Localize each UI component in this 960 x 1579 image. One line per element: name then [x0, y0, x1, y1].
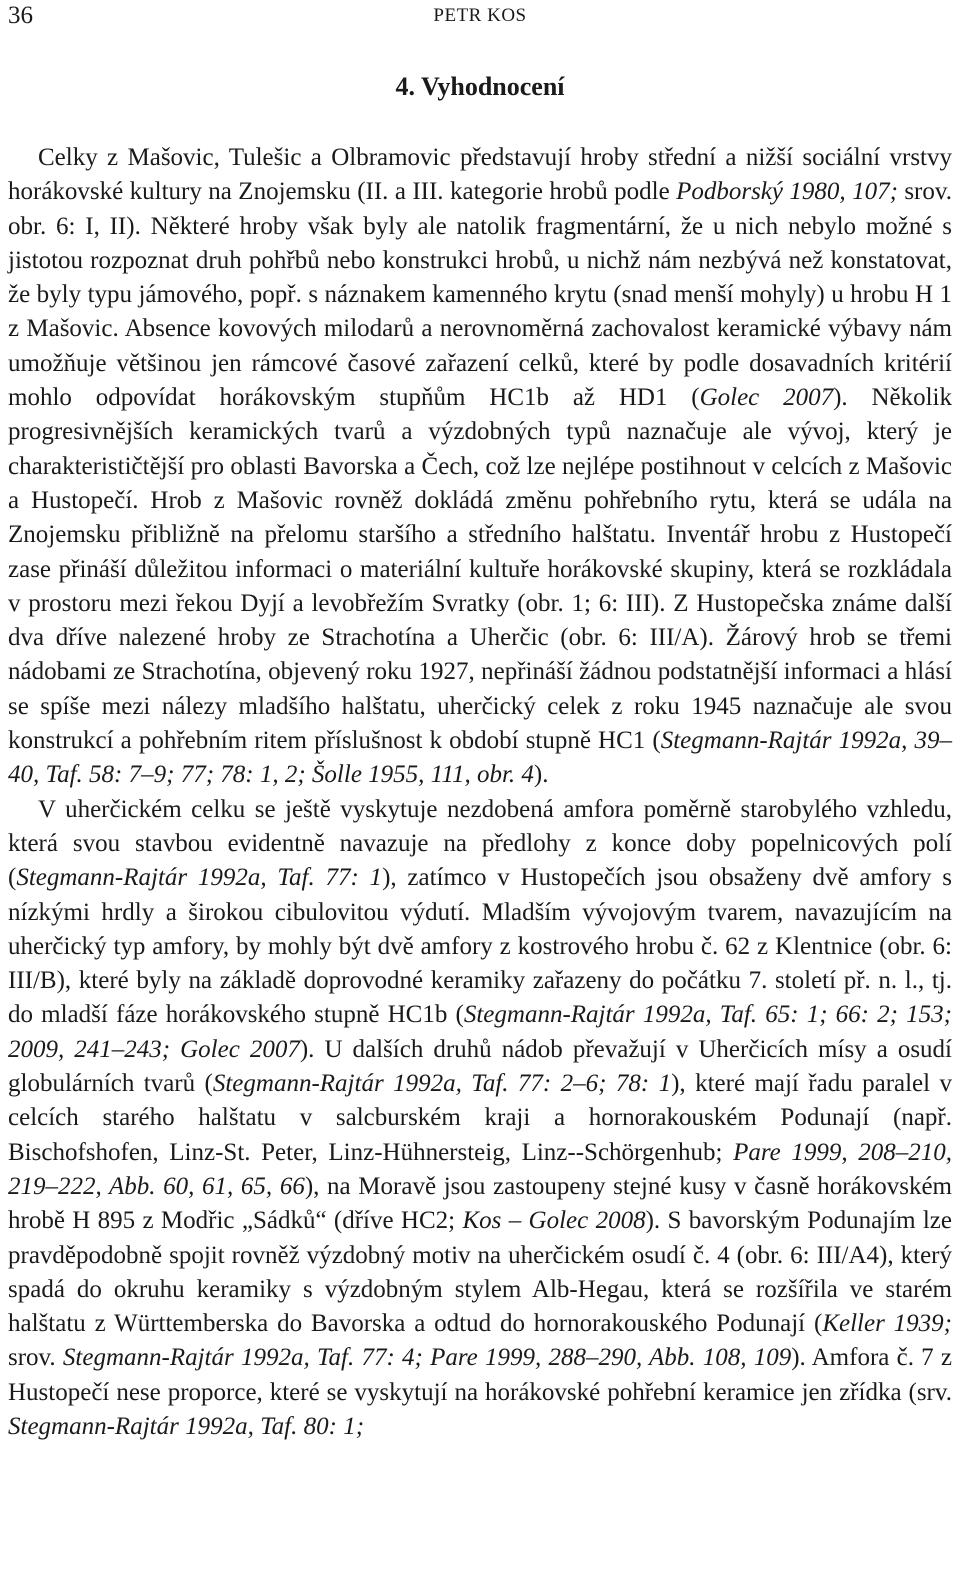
paragraph-text: ). S bavorským Podunajím lze pravděpodobně spojit rovněž výzdobný motiv na uherčickém osudí č. 4 (obr. 6: III/A4), který spadá do okruhu keramiky s výzdobným stylem Alb-Hegau, která se rozšířila ve starém halštatu z Württemberska do Bavorska a odtud do hornorakouského Podunají ( [8, 1207, 952, 1338]
paragraph-text: Celky z Mašovic, Tulešic a Olbramovic představují hroby střední a nižší sociální vrstvy horákovské kultury na Znojemsku (II. a III. kategorie hrobů podle [8, 144, 952, 206]
page-number: 36 [8, 2, 33, 29]
citation-text: Podborský 1980, 107; [676, 178, 898, 206]
paragraph-text: ). Několik progresivnějších keramických tvarů a výzdobných typů naznačuje ale vývoj, který je charakterističtější pro oblasti Bavorska a Čech, což lze nejlépe postihnout v celcích z Mašovic a Hustopečí. Hrob z Mašovic rovněž dokládá změnu pohřebního rytu, která se udála na Znojemsku přibližně na přelomu staršího a středního halštatu. Inventář hrobu z Hustopečí zase přináší důležitou informaci o materiální kultuře horákovské skupiny, která se rozkládala v prostoru mezi řekou Dyjí a levobřežím Svratky (obr. 1; 6: III). Z Hustopečska známe další dva dříve nalezené hroby ze Strachotína a Uherčic (obr. 6: III/A). Žárový hrob se třemi nádobami ze Strachotína, objevený roku 1927, nepřináší žádnou podstatnější informaci a hlásí se spíše mezi nálezy mladšího halštatu, uherčický celek z roku 1945 naznačuje ale svou konstrukcí a pohřebním ritem příslušnost k období stupně HC1 ( [8, 384, 952, 755]
paragraph-text: ). [533, 761, 549, 789]
paragraph [8, 793, 952, 1445]
paragraph-text: ), zatímco v Hustopečích jsou obsaženy dvě amfory s nízkými hrdly a širokou cibulovitou výdutí. Mladším vývojovým tvarem, navazujícím na uherčický typ amfory, by mohly být dvě amfory z kostrového hrobu č. 62 z Klentnice (obr. 6: III/B), které byly na základě doprovodné keramiky zařazeny do počátku 7. století př. n. l., tj. do mladší fáze horákovského stupně HC1b ( [8, 864, 952, 1029]
citation-text: Stegmann-Rajtár 1992a, 39–40, Taf. 58: 7–9; 77; 78: 1, 2; Šolle 1955, 111, obr. 4 [8, 727, 952, 789]
paragraph-text: V uherčickém celku se ještě vyskytuje nezdobená amfora poměrně starobylého vzhledu, která svou stavbou evidentně navazuje na předlohy z konce doby popelnicových polí ( [8, 795, 952, 892]
citation-text: Stegmann-Rajtár 1992a, Taf. 77: 2–6; 78: 1 [212, 1070, 672, 1098]
running-head: PETR KOS [433, 5, 527, 26]
body-text [8, 141, 952, 1444]
citation-text: Kos – Golec 2008 [462, 1207, 646, 1235]
citation-text: Stegmann-Rajtár 1992a, Taf. 77: 1 [16, 864, 383, 892]
paragraph-text: srov. obr. 6: I, II). Některé hroby však byly ale natolik fragmentární, že u nich nebylo možné s jistotou rozpoznat druh pohřbů nebo konstrukci hrobů, u nichž nám nezbývá než konstatovat, že byly typu jámového, popř. s náznakem kamenného krytu (snad menší mohyly) u hrobu H 1 z Mašovic. Absence kovových milodarů a nerovnoměrná zachovalost keramické výbavy nám umožňuje většinou jen rámcové časové zařazení celků, které by podle dosavadních kritérií mohlo odpovídat horákovským stupňům HC1b až HD1 ( [8, 178, 952, 412]
paragraph-text: srov. [8, 1344, 63, 1372]
section-heading: 4. Vyhodnocení [395, 72, 565, 101]
citation-text: Golec 2007 [699, 384, 834, 412]
citation-text: Pare 1999, 208–210, 219–222, Abb. 60, 61, 65, 66 [8, 1138, 952, 1200]
paragraph-text: ), které mají řadu paralel v celcích starého halštatu v salcburském kraji a hornorakouském Podunají (např. Bischofshofen, Linz-St. Peter, Linz-Hühnersteig, Linz--Schörgenhub; [8, 1070, 953, 1166]
paragraph-text: ). U dalších druhů nádob převažují v Uherčicích mísy a osudí globulárních tvarů ( [8, 1035, 952, 1098]
citation-text: Stegmann-Rajtár 1992a, Taf. 80: 1; [8, 1412, 365, 1440]
paragraph-text: ). Amfora č. 7 z Hustopečí nese proporce, které se vyskytují na horákovské pohřební keramice jen zřídka (srv. [8, 1344, 952, 1406]
citation-text: Stegmann-Rajtár 1992a, Taf. 65: 1; 66: 2; 153; 2009, 241–243; Golec 2007 [8, 1001, 952, 1063]
citation-text: Stegmann-Rajtár 1992a, Taf. 77: 4; Pare 1999, 288–290, Abb. 108, 109 [62, 1344, 792, 1372]
citation-text: Keller 1939; [822, 1310, 952, 1338]
paragraph [8, 141, 952, 793]
paragraph-text: ), na Moravě jsou zastoupeny stejné kusy v časně horákovském hrobě H 895 z Modřic „Sádků“ (dříve HC2; [8, 1172, 952, 1235]
